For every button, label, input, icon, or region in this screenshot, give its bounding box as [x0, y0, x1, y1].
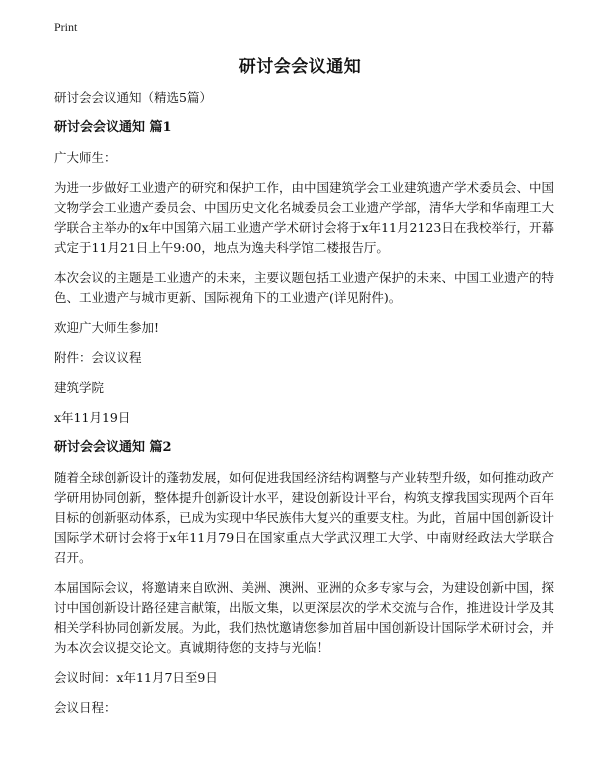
section-2 [54, 438, 554, 718]
body-paragraph: 为进一步做好工业遗产的研究和保护工作，由中国建筑学会工业建筑遗产学术委员会、中国文物学会工业遗产委员会、中国历史文化名城委员会工业遗产学部，清华大学和华南理工大学联合主举办的x年中国第六届工业遗产学术研讨会将于x年11月2123日在我校举行，开幕式定于11月21日上午9:00，地点为逸夫科学馆二楼报告厅。 [54, 180, 555, 255]
meeting-time: 会议时间：x年11月7日至9日 [54, 670, 218, 685]
salutation: 广大师生： [54, 150, 117, 165]
document-title: 研讨会会议通知 [238, 57, 362, 77]
document-subtitle: 研讨会会议通知（精选5篇） [54, 90, 212, 105]
body-paragraph: 本次会议的主题是工业遗产的未来，主要议题包括工业遗产保护的未来、中国工业遗产的特色、工业遗产与城市更新、国际视角下的工业遗产(详见附件)。 [54, 270, 555, 305]
attachment-line: 附件：会议议程 [54, 350, 142, 365]
print-link[interactable]: Print [54, 20, 78, 34]
meeting-schedule-label: 会议日程： [54, 700, 117, 715]
document-body [54, 88, 554, 728]
section-heading: 研讨会会议通知 篇2 [54, 440, 172, 455]
body-paragraph: 随着全球创新设计的蓬勃发展，如何促进我国经济结构调整与产业转型升级，如何推动政产学研用协同创新，整体提升创新设计水平，建设创新设计平台，构筑支撑我国实现两个百年目标的创新驱动体系，已成为实现中华民族伟大复兴的重要支柱。为此，首届中国创新设计国际学术研讨会将于x年11月79日在国家重点大学武汉理工大学、中南财经政法大学联合召开。 [54, 470, 555, 565]
body-paragraph: 欢迎广大师生参加! [54, 320, 160, 335]
body-paragraph: 本届国际会议，将邀请来自欧洲、美洲、澳洲、亚洲的众多专家与会，为建设创新中国，探讨中国创新设计路径建言献策，出版文集，以更深层次的学术交流与合作，推进设计学及其相关学科协同创新发展。为此，我们热忱邀请您参加首届中国创新设计国际学术研讨会，并为本次会议提交论文。真诚期待您的支持与光临！ [54, 580, 555, 655]
signature-date: x年11月19日 [54, 410, 131, 425]
section-1 [54, 118, 554, 428]
signature-org: 建筑学院 [54, 380, 105, 395]
section-heading: 研讨会会议通知 篇1 [54, 120, 172, 135]
